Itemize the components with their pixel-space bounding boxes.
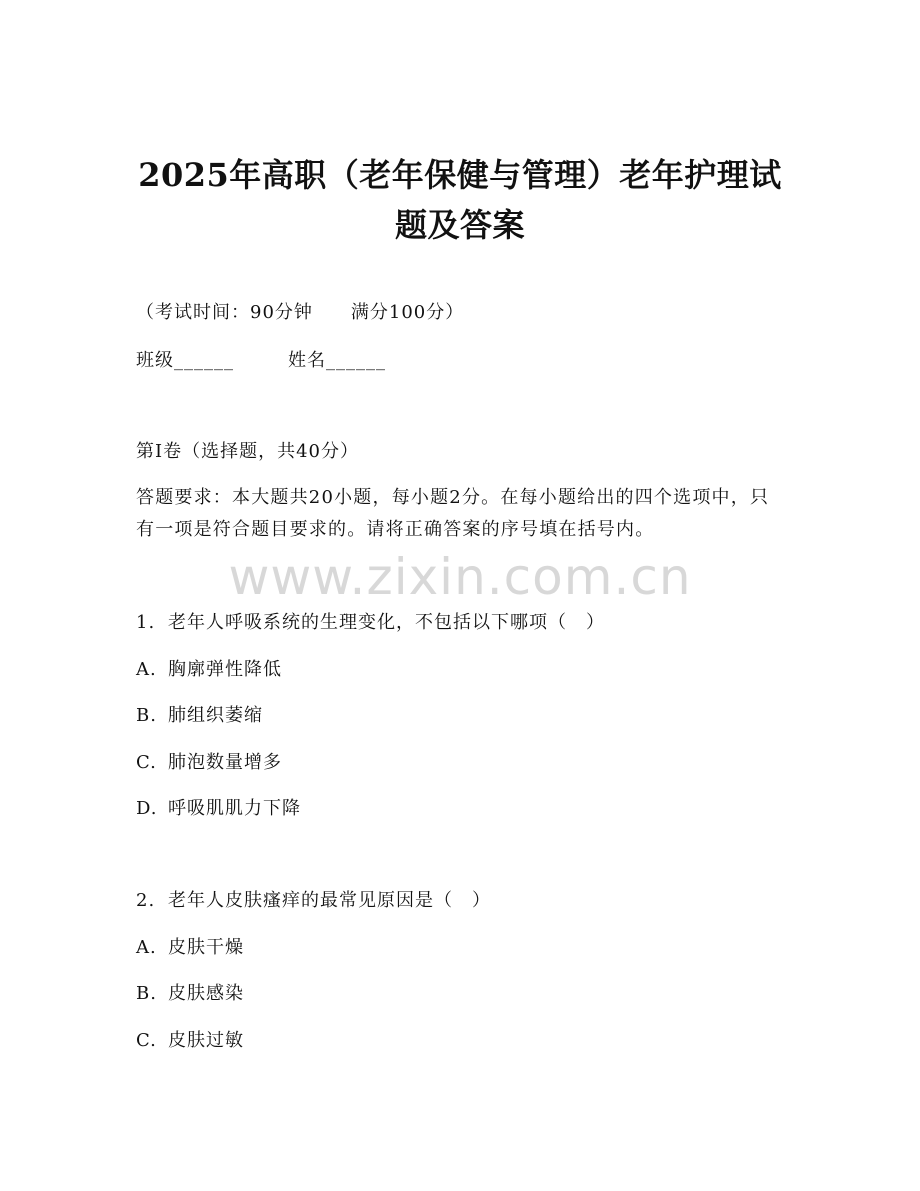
watermark: www.zixin.com.cn [228, 548, 692, 606]
option-key: A. [136, 937, 157, 958]
question-1-option-d [136, 794, 301, 824]
question-1 [136, 608, 605, 638]
option-key: A. [136, 659, 157, 680]
name-label: 姓名______ [288, 350, 386, 371]
question-text: 老年人皮肤瘙痒的最常见原因是（ ） [168, 890, 491, 911]
question-text: 老年人呼吸系统的生理变化，不包括以下哪项（ ） [168, 612, 605, 633]
option-key: B. [136, 983, 157, 1004]
question-number: 2. [136, 890, 156, 911]
question-1-option-c [136, 748, 282, 778]
option-key: B. [136, 705, 157, 726]
option-text: 肺组织萎缩 [168, 705, 263, 726]
option-text: 呼吸肌肌力下降 [168, 798, 301, 819]
title-line-2: 题及答案 [394, 206, 525, 244]
question-2-option-c [136, 1026, 244, 1056]
option-text: 皮肤干燥 [168, 937, 244, 958]
question-2-option-a [136, 933, 244, 963]
question-2 [136, 886, 491, 916]
option-text: 胸廓弹性降低 [168, 659, 282, 680]
class-label: 班级______ [136, 350, 234, 371]
option-key: D. [136, 798, 158, 819]
question-1-option-b [136, 701, 263, 731]
question-2-option-b [136, 979, 244, 1009]
option-text: 皮肤感染 [168, 983, 244, 1004]
question-1-option-a [136, 655, 282, 685]
option-text: 肺泡数量增多 [168, 752, 282, 773]
option-key: C. [136, 752, 157, 773]
title-line-1: 2025年高职（老年保健与管理）老年护理试 [138, 156, 782, 194]
student-info-row [136, 346, 386, 376]
exam-info: （考试时间：90分钟 满分100分） [136, 302, 465, 323]
question-number: 1. [136, 612, 156, 633]
option-key: C. [136, 1030, 157, 1051]
option-text: 皮肤过敏 [168, 1030, 244, 1051]
instructions: 答题要求：本大题共20小题，每小题2分。在每小题给出的四个选项中，只有一项是符合题目要求的。请将正确答案的序号填在括号内。 [136, 487, 770, 540]
document-title [120, 150, 800, 250]
section-title: 第I卷（选择题，共40分） [136, 441, 360, 462]
